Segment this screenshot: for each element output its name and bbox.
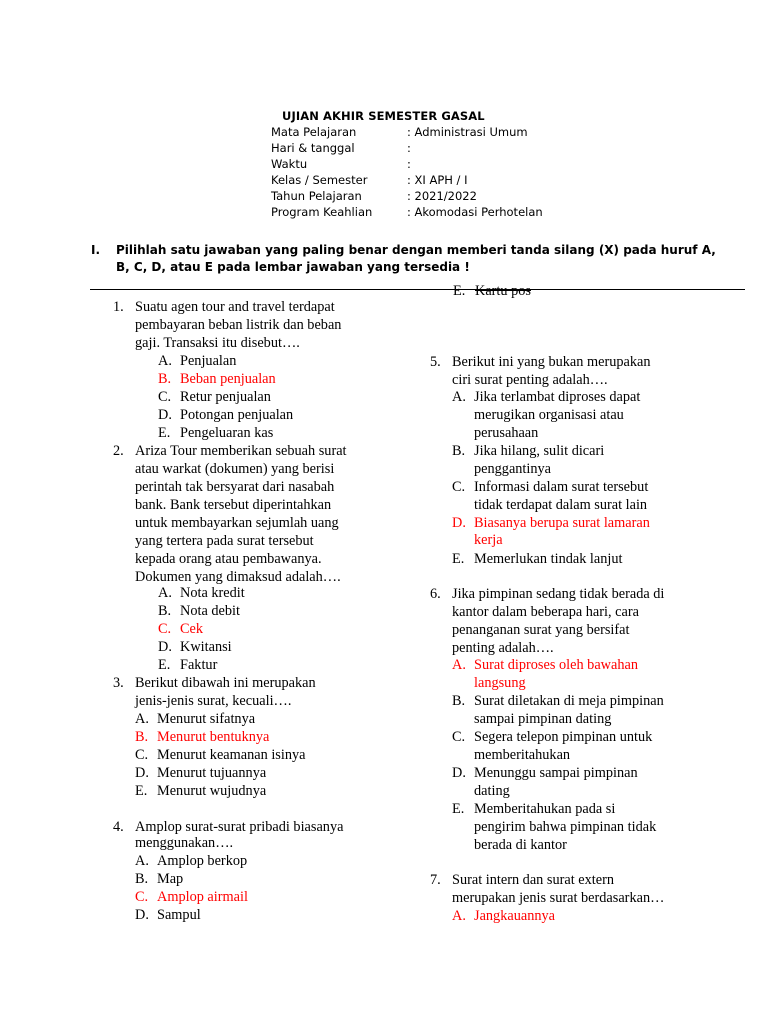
question-2-option-d: D. Kwitansi	[158, 639, 232, 655]
question-1-option-e: E. Pengeluaran kas	[158, 425, 274, 441]
meta-label-program: Program Keahlian	[271, 205, 373, 219]
meta-label-subject: Mata Pelajaran	[271, 125, 357, 139]
question-2-text-line: perintah tak bersyarat dari nasabah	[135, 479, 335, 495]
question-5-option-c-cont: tidak terdapat dalam surat lain	[474, 497, 648, 513]
question-2-option-e: E. Faktur	[158, 657, 218, 673]
meta-value-class: : XI APH / I	[407, 173, 468, 187]
question-2-text-line: kepada orang atau pembawanya.	[135, 551, 322, 567]
meta-value-subject: : Administrasi Umum	[407, 125, 528, 139]
question-6-option-d-cont: dating	[474, 783, 510, 799]
question-2-option-b: B. Nota debit	[158, 603, 240, 619]
question-4-number: 4.	[113, 819, 124, 835]
question-1-option-d: D. Potongan penjualan	[158, 407, 294, 423]
question-2-text-line: Dokumen yang dimaksud adalah….	[135, 569, 341, 585]
question-2-text-line: Ariza Tour memberikan sebuah surat	[135, 443, 347, 459]
question-6-text-line: kantor dalam beberapa hari, cara	[452, 604, 639, 620]
question-4-text-line: Amplop surat-surat pribadi biasanya	[135, 819, 344, 835]
question-6-option-c: C. Segera telepon pimpinan untuk	[452, 729, 653, 745]
question-1-option-c: C. Retur penjualan	[158, 389, 271, 405]
question-6-text-line: Jika pimpinan sedang tidak berada di	[452, 586, 665, 602]
question-1-text-line: gaji. Transaksi itu disebut….	[135, 335, 300, 351]
question-6-option-d: D. Menunggu sampai pimpinan	[452, 765, 638, 781]
question-2-option-a: A. Nota kredit	[158, 585, 245, 601]
question-7-text-line: merupakan jenis surat berdasarkan…	[452, 890, 665, 906]
meta-label-time: Waktu	[271, 157, 308, 171]
question-6-option-c-cont: memberitahukan	[474, 747, 571, 763]
question-6-option-e-cont: berada di kantor	[474, 837, 567, 853]
question-7-option-a-answer: A. Jangkauannya	[452, 908, 555, 924]
section-divider	[90, 289, 745, 290]
question-5-number: 5.	[430, 354, 441, 370]
question-5-option-a-cont: merugikan organisasi atau	[474, 407, 624, 423]
question-5-option-a-cont: perusahaan	[474, 425, 539, 441]
question-5-option-a: A. Jika terlambat diproses dapat	[452, 389, 641, 405]
meta-label-year: Tahun Pelajaran	[271, 189, 362, 203]
question-6-option-b-cont: sampai pimpinan dating	[474, 711, 612, 727]
question-5-option-d-cont: kerja	[474, 532, 503, 548]
meta-value-program: : Akomodasi Perhotelan	[407, 205, 543, 219]
meta-value-time: :	[407, 157, 411, 171]
question-5-text-line: Berikut ini yang bukan merupakan	[452, 354, 651, 370]
question-4-text-line: menggunakan….	[135, 835, 234, 851]
question-4-option-b: B. Map	[135, 871, 184, 887]
question-5-option-c: C. Informasi dalam surat tersebut	[452, 479, 649, 495]
question-5-option-d-answer: D. Biasanya berupa surat lamaran	[452, 515, 650, 531]
question-3-option-e: E. Menurut wujudnya	[135, 783, 267, 799]
question-1-option-a: A. Penjualan	[158, 353, 237, 369]
question-7-number: 7.	[430, 872, 441, 888]
question-6-text-line: penanganan surat yang bersifat	[452, 622, 630, 638]
question-5-option-b: B. Jika hilang, sulit dicari	[452, 443, 605, 459]
question-1-option-b-answer: B. Beban penjualan	[158, 371, 276, 387]
question-3-number: 3.	[113, 675, 124, 691]
question-3-option-b-answer: B. Menurut bentuknya	[135, 729, 270, 745]
instruction-line-2: B, C, D, atau E pada lembar jawaban yang tersedia !	[116, 260, 470, 274]
question-2-text-line: yang tertera pada surat tersebut	[135, 533, 314, 549]
question-6-option-e-cont: pengirim bahwa pimpinan tidak	[474, 819, 657, 835]
meta-value-date: :	[407, 141, 411, 155]
instruction-line-1: Pilihlah satu jawaban yang paling benar dengan memberi tanda silang (X) pada huruf A,	[116, 243, 716, 257]
question-3-text-line: Berikut dibawah ini merupakan	[135, 675, 316, 691]
exam-title: UJIAN AKHIR SEMESTER GASAL	[282, 109, 485, 123]
question-6-text-line: penting adalah….	[452, 640, 554, 656]
question-4-option-d: D. Sampul	[135, 907, 201, 923]
question-3-option-d: D. Menurut tujuannya	[135, 765, 267, 781]
question-5-option-b-cont: penggantinya	[474, 461, 552, 477]
question-7-text-line: Surat intern dan surat extern	[452, 872, 614, 888]
question-4-option-a: A. Amplop berkop	[135, 853, 248, 869]
meta-label-class: Kelas / Semester	[271, 173, 368, 187]
question-6-option-b: B. Surat diletakan di meja pimpinan	[452, 693, 664, 709]
question-2-number: 2.	[113, 443, 124, 459]
q4-option-e: E. Kartu pos	[453, 283, 531, 299]
question-2-text-line: atau warkat (dokumen) yang berisi	[135, 461, 335, 477]
question-1-text-line: Suatu agen tour and travel terdapat	[135, 299, 335, 315]
question-6-option-a-cont: langsung	[474, 675, 526, 691]
question-2-text-line: untuk membayarkan sejumlah uang	[135, 515, 339, 531]
question-6-option-a-answer: A. Surat diproses oleh bawahan	[452, 657, 638, 673]
question-3-text-line: jenis-jenis surat, kecuali….	[135, 693, 292, 709]
question-5-text-line: ciri surat penting adalah….	[452, 372, 608, 388]
question-3-option-c: C. Menurut keamanan isinya	[135, 747, 306, 763]
question-2-option-c-answer: C. Cek	[158, 621, 204, 637]
question-2-text-line: bank. Bank tersebut diperintahkan	[135, 497, 332, 513]
meta-label-date: Hari & tanggal	[271, 141, 355, 155]
question-1-text-line: pembayaran beban listrik dan beban	[135, 317, 342, 333]
question-5-option-e: E. Memerlukan tindak lanjut	[452, 551, 623, 567]
question-6-option-e: E. Memberitahukan pada si	[452, 801, 616, 817]
meta-value-year: : 2021/2022	[407, 189, 477, 203]
instruction-number: I.	[91, 243, 101, 257]
question-3-option-a: A. Menurut sifatnya	[135, 711, 256, 727]
question-1-number: 1.	[113, 299, 124, 315]
question-6-number: 6.	[430, 586, 441, 602]
question-4-option-c-answer: C. Amplop airmail	[135, 889, 248, 905]
